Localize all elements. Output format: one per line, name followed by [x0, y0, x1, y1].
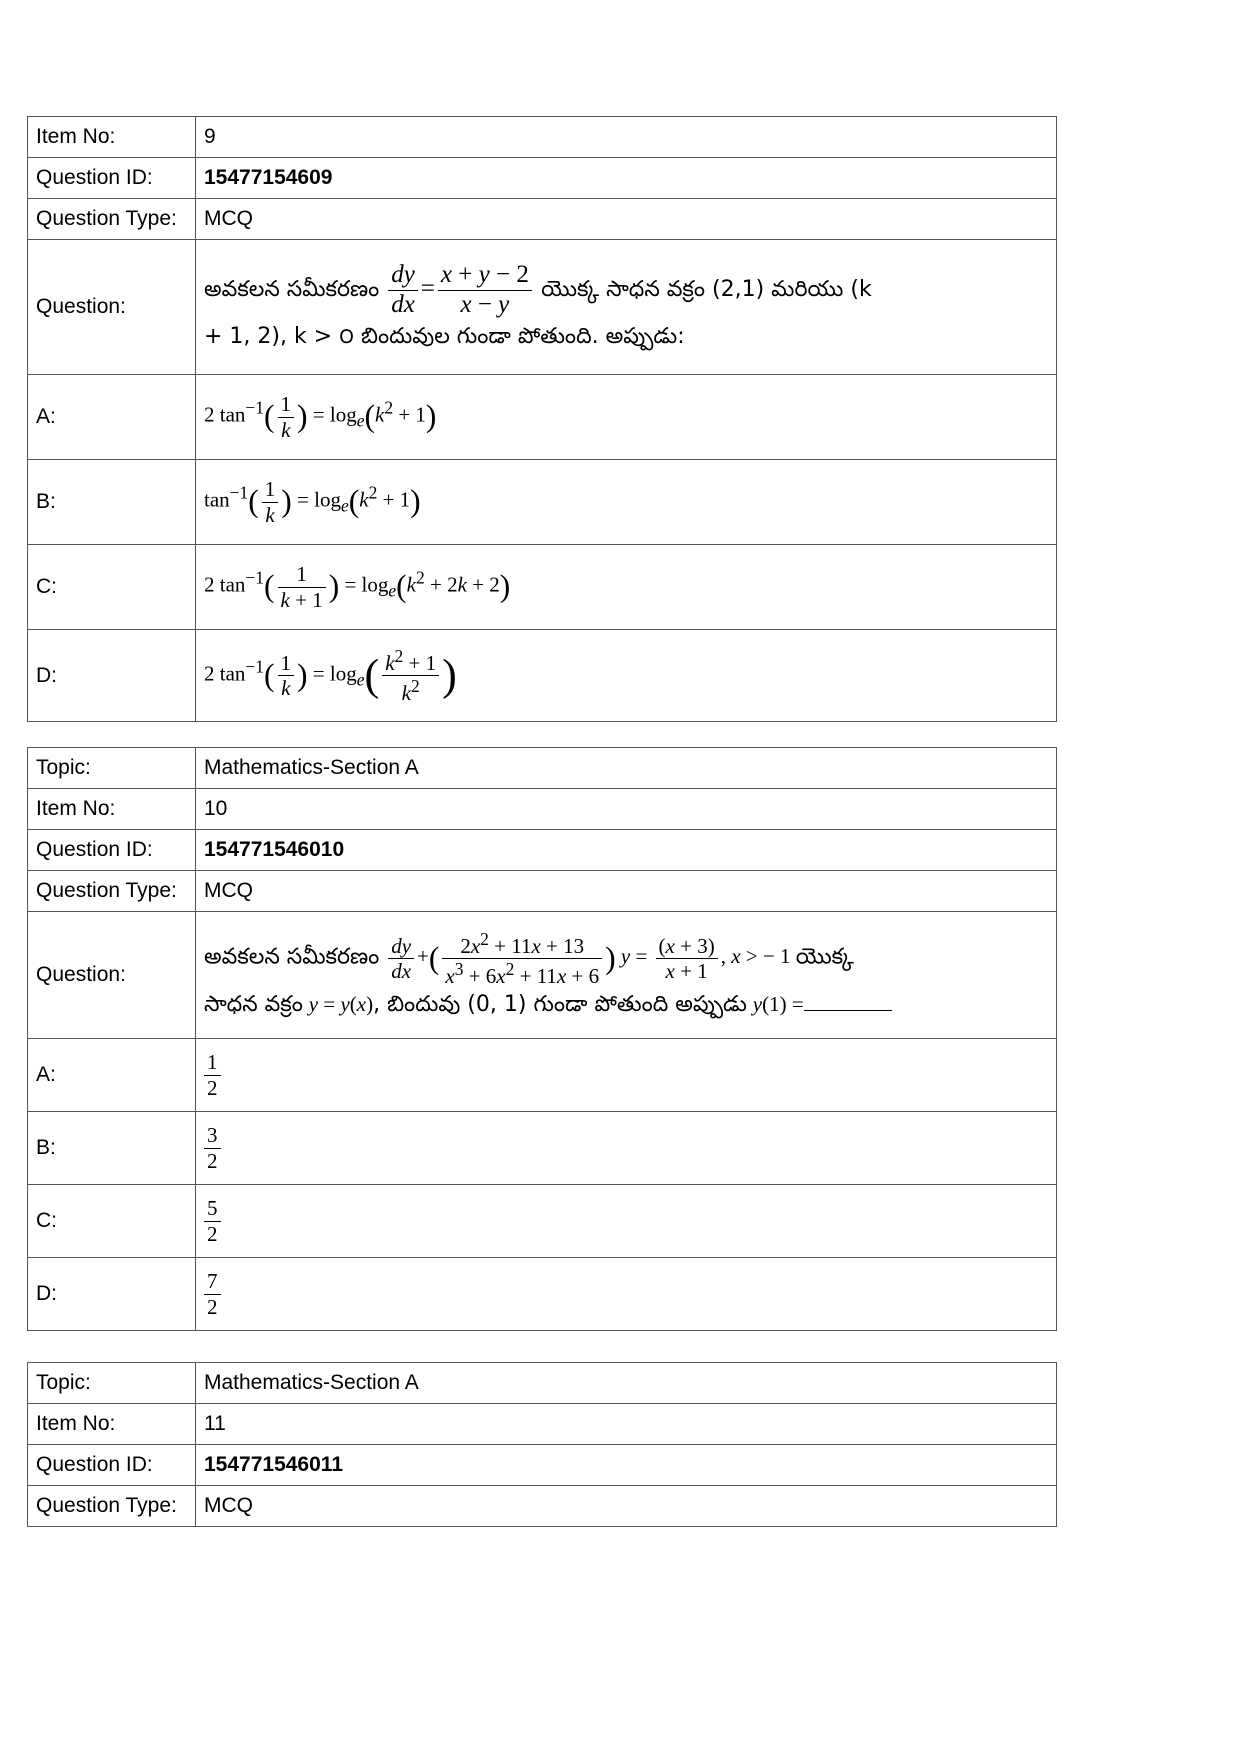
differential-equation: $\frac{dy}{dx}$ +( $\frac{2x^2 + 11x + 13}{x^3 + 6x^2 + 11x + 6}$ ) y = $\frac{(x + 3)}{x + 1}$ , x > − 1 — [385, 944, 796, 968]
option-b-value: $\frac{3}{2}$ — [196, 1112, 1057, 1185]
differential-equation: $\frac{dy}{dx}$ = $\frac{x + y - 2}{x - y}$ — [385, 275, 541, 302]
question-id-value: 15477154609 — [196, 158, 1057, 199]
topic-value: Mathematics-Section A — [196, 1363, 1057, 1404]
answer-blank — [804, 1010, 892, 1011]
question-id-label: Question ID: — [28, 158, 196, 199]
question-type-label: Question Type: — [28, 871, 196, 912]
question-text-4: , బిందువు (0, 1) గుండా పోతుంది అప్పుడు — [373, 992, 747, 1018]
question-9-table — [27, 116, 1057, 722]
question-type-value: MCQ — [196, 1486, 1057, 1527]
topic-label: Topic: — [28, 1363, 196, 1404]
option-c-label: C: — [28, 545, 196, 630]
question-11-table — [27, 1362, 1057, 1527]
option-a-value: $\frac{1}{2}$ — [196, 1039, 1057, 1112]
question-label: Question: — [28, 912, 196, 1039]
option-b-label: B: — [28, 1112, 196, 1185]
question-type-label: Question Type: — [28, 199, 196, 240]
question-body — [196, 240, 1057, 375]
option-d-formula: 2 $\tan^{-1}$( $\frac{1}{k}$ ) = $\log_e$( $\frac{k^2 + 1}{k^2}$ ) — [196, 630, 1057, 722]
answer-expression: y(1) = — [752, 992, 804, 1017]
question-text-2: యొక్క సాధన వక్రం (2,1) మరియు (k — [541, 277, 872, 303]
question-id-label: Question ID: — [28, 1445, 196, 1486]
option-d-label: D: — [28, 1258, 196, 1331]
item-no-label: Item No: — [28, 1404, 196, 1445]
question-text-1: అవకలన సమీకరణం — [204, 277, 380, 303]
item-no-value: 9 — [196, 117, 1057, 158]
item-no-label: Item No: — [28, 789, 196, 830]
option-c-label: C: — [28, 1185, 196, 1258]
option-a-label: A: — [28, 375, 196, 460]
item-no-label: Item No: — [28, 117, 196, 158]
question-text-3: సాధన వక్రం — [204, 992, 303, 1018]
option-a-label: A: — [28, 1039, 196, 1112]
question-type-label: Question Type: — [28, 1486, 196, 1527]
option-b-label: B: — [28, 460, 196, 545]
question-text-3: + 1, 2), k > ౦ బిందువుల గుండా పోతుంది. అప్పుడు: — [204, 323, 685, 349]
question-10-table — [27, 747, 1057, 1331]
question-text-2: యొక్క — [795, 944, 854, 970]
option-b-formula: $\tan^{-1}$( $\frac{1}{k}$ ) = $\log_e(k^2 + 1)$ — [196, 460, 1057, 545]
question-id-label: Question ID: — [28, 830, 196, 871]
curve-expression: y = y(x) — [308, 992, 374, 1017]
topic-label: Topic: — [28, 748, 196, 789]
option-d-value: $\frac{7}{2}$ — [196, 1258, 1057, 1331]
question-type-value: MCQ — [196, 871, 1057, 912]
option-c-value: $\frac{5}{2}$ — [196, 1185, 1057, 1258]
question-type-value: MCQ — [196, 199, 1057, 240]
option-a-formula: 2 $\tan^{-1}$( $\frac{1}{k}$ ) = $\log_e(k^2 + 1)$ — [196, 375, 1057, 460]
item-no-value: 10 — [196, 789, 1057, 830]
question-id-value: 154771546010 — [196, 830, 1057, 871]
question-text-1: అవకలన సమీకరణం — [204, 944, 380, 970]
topic-value: Mathematics-Section A — [196, 748, 1057, 789]
option-d-label: D: — [28, 630, 196, 722]
option-c-formula: 2 $\tan^{-1}$( $\frac{1}{k + 1}$ ) = $\log_e(k^2 + 2k + 2)$ — [196, 545, 1057, 630]
question-label: Question: — [28, 240, 196, 375]
question-id-value: 154771546011 — [196, 1445, 1057, 1486]
question-body — [196, 912, 1057, 1039]
item-no-value: 11 — [196, 1404, 1057, 1445]
